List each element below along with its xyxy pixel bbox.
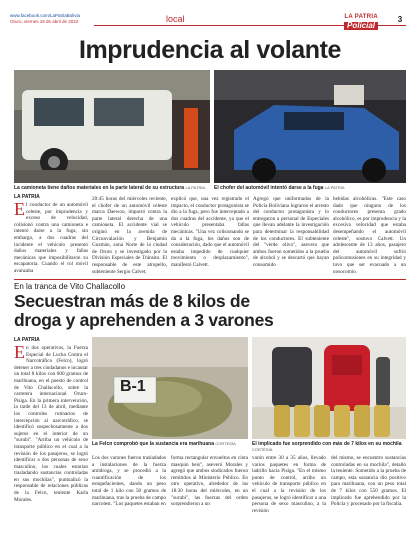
article-column-1 [14, 202, 88, 276]
caption-text: La camioneta tiene daños materiales en la parte lateral de su estructura [14, 185, 185, 191]
story2-column-3: forma rectangular envueltos en cinta masquin beis", aseveró Morales y agregó que ambos sindicados fueron remitidos al Ministerio Público. En otro operativo, alrededor de las 18:30 horas del miércoles, en un "surubi", las fuerzas del orden sorprendieron a un [171, 455, 248, 508]
page-header [8, 0, 412, 30]
brand-logo [344, 10, 378, 30]
header-info [10, 13, 80, 24]
caption-credit: LA PATRIA [324, 185, 345, 190]
headline-line-1: Secuestran más de 8 kilos de [14, 291, 250, 311]
photo-caption-2 [214, 185, 406, 191]
caption-credit: CORTESÍA [215, 441, 236, 446]
photo-blue-car [214, 70, 406, 183]
story2-column-1 [14, 345, 88, 527]
facebook-link[interactable]: www.facebook.com/LaPatriaBolivia [10, 13, 81, 18]
article-text: l conductor de un automóvil celeste, por imprudencia y exceso de velocidad, colisionó contra una camioneta e intentó darse a la fuga, sin embargo, a dos cuadras del incidente el vehículo presentó daños materiales y fallas mecánicas que imposibilitaron su escapatoria. Cuando el rol móvil avanzaba [14, 202, 88, 274]
headline-main: Imprudencia al volante [78, 36, 342, 64]
issue-date: Oruro, viernes 15 de abril de 2022 [10, 18, 79, 24]
caption-text: El chofer del automóvil intentó darse a la fuga [214, 185, 324, 191]
story2-column-5: del mismo, se encuentro sustancias controladas en su mochila", detalló la teniente. Sometido a la prueba de campo, esta sustancia dio positivo para marihuana, con un peso total de 7 kilos con 550 gramos. El implicado fue aprehendido por la Policía y procesado por la fiscalía. [331, 455, 406, 508]
caption-text: El implicado fue sorprendido con más de 7 kilos en su mochila [252, 441, 402, 447]
caption-text: La Felcn comprobó que la sustancia era marihuana [92, 441, 214, 447]
caption-credit: CORTESÍA [252, 447, 273, 452]
story-divider [14, 279, 406, 280]
photo-caption-3 [92, 441, 248, 447]
caption-credit: LA PATRIA [185, 185, 206, 190]
photo-backpack-packages [252, 337, 406, 439]
article-text: n dos operativos, la Fuerza Especial de Lucha Contra el Narcotráfico (Felcn), logró detener a tres ciudadanos e incautar un total 8 kilos con 600 gramos de marihuana, en el puesto de control de Vito Challacollo, sobre la carretera internacional Oruro-Pisiga. En la primera intervención, la tarde del 13 de abril, mediante los controles rutinarios de intercepción al narcotráfico, se identificó sospechosamente a dos sujetos en el interior de un "surubi". "Arriba un vehículo de transporte público en el cual a la revisión de los pasajeros, se logró identificar a dos personas de sexo masculino, los cuales estarían trasladando sustancias controladas en sus mochilas", puntualizó la responsable de relaciones públicas de la Felcn, teniente Karla Morales. [14, 345, 88, 503]
evidence-label: B-1 [120, 378, 146, 395]
photo-pickup-damage [14, 70, 210, 183]
page-number: 3 [397, 15, 403, 24]
brand-name: LA PATRIA [344, 14, 379, 20]
article-column-4: Agregó que uniformados de la Policía Boliviana lograron el arresto del conductor protagonista y lo entregaron a personal de Especiales que llevan adelante la investigación para determinar la responsabilidad de los conductores. El subteniente del "verde olivo", asevera que ambos fueron sometidos a la prueba de alcohol y se descartó que hayan consumido [253, 196, 329, 268]
byline-story1: LA PATRIA [14, 194, 40, 200]
story2-column-4: varón entre 30 a 35 años, llevado varios paquetes en forma de ladrillo hacia Pisiga. "En el mismo punto de control, arriba un vehículo de transporte público en el cual a la revisión de los pasajeros, se logró identificar a una persona de sexo masculino, a la revisión [252, 455, 326, 514]
drop-cap: E [14, 202, 25, 219]
brand-section: Policial [344, 22, 378, 30]
story2-column-2: Los dos varones fueron trasladados a instalaciones de la fuerza antidroga, y se procedió a la cuantificación de los estupefacientes, dando un peso total de 1 kilo con 50 gramos de marihuana, tras la prueba de campo narcotest. "Los paquetes estaban en [92, 455, 166, 508]
byline-story2: LA PATRIA [14, 337, 40, 343]
article-column-3: explicó que, una vez registrado el impacto, el conductor protagonista se dio a la fuga, pero fue interceptado a dos cuadras del accidente, ya que el vehículo presentaba fallas mecánicas. "Una vez colisionando se da a la fuga, los daños son de consideración, dado que el automóvil estaba impedido de cualquier movimiento o desplazamiento", manifestó Calvett. [171, 196, 249, 268]
headline-line-2: droga y aprehenden a 3 varones [14, 310, 274, 330]
photo-caption-4 [252, 441, 406, 453]
drop-cap: E [14, 345, 25, 362]
photo-caption-1 [14, 185, 214, 191]
story2-kicker: En la tranca de Vito Challacollo [14, 282, 126, 291]
section-label: local [166, 14, 185, 24]
headline-drugs [14, 292, 406, 330]
photo-drug-bags [92, 337, 248, 439]
article-column-5: bebidas alcohólicas. "Este caso dado que ninguno de los conductores presenta grado alcohólico, es por imprudencia y la excesiva velocidad que estaba desempeñando el automóvil celeste", sostuvo Calvett. Un adolescente de 13 años, pasajero del automóvil sufrió policontusiones en su integridad y tuvo que ser evacuado a un nosocomio. [333, 196, 406, 275]
article-column-2: 20:45 horas del miércoles reciente, el chofer de un automóvil celeste marca Daewoo, impactó contra la parte lateral derecha de una camioneta. El accidente vial se originó en la avenida de Circunvalación y Benjamín Guzmán, zona Norte de la ciudad de Oruro y se investigado por la División Especiales de Tránsito. El responsable de este atropello, subteniente Sergio Calvet, [92, 196, 167, 275]
